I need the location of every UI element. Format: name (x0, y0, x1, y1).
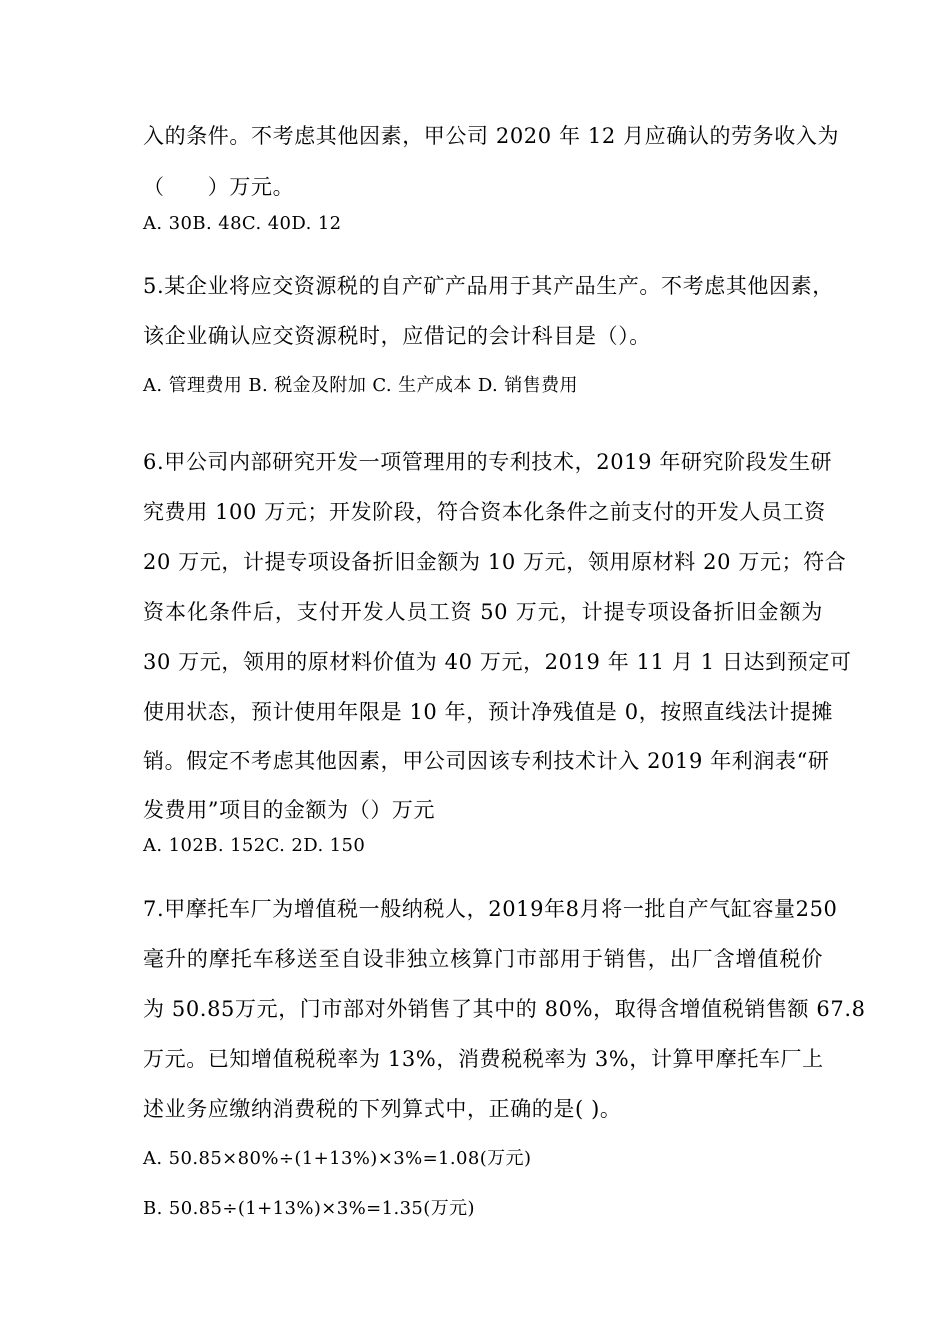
q7-text-line-5: 述业务应缴纳消费税的下列算式中，正确的是( )。 (143, 1097, 622, 1121)
q6-text-line-6: 使用状态，预计使用年限是 10 年，预计净残值是 0，按照直线法计提摊 (143, 700, 834, 724)
q6-text-line-3: 20 万元，计提专项设备折旧金额为 10 万元，领用原材料 20 万元；符合 (143, 550, 847, 574)
q6-text-line-1: 6.甲公司内部研究开发一项管理用的专利技术，2019 年研究阶段发生研 (143, 450, 833, 474)
q6-options: A. 102B. 152C. 2D. 150 (143, 835, 366, 856)
q6-text-line-7: 销。假定不考虑其他因素，甲公司因该专利技术计入 2019 年利润表“研 (143, 749, 830, 773)
q7-option-b: B. 50.85÷(1+13%)×3%=1.35(万元) (143, 1198, 475, 1219)
q7-text-line-3: 为 50.85万元，门市部对外销售了其中的 80%，取得含增值税销售额 67.8 (143, 997, 866, 1021)
q5-text-line-2: 该企业确认应交资源税时，应借记的会计科目是（）。 (143, 324, 651, 348)
q5-text-line-1: 5.某企业将应交资源税的自产矿产品用于其产品生产。不考虑其他因素， (143, 274, 834, 298)
q7-text-line-4: 万元。已知增值税税率为 13%，消费税税率为 3%，计算甲摩托车厂上 (143, 1047, 824, 1071)
q7-text-line-1: 7.甲摩托车厂为增值税一般纳税人，2019年8月将一批自产气缸容量250 (143, 897, 838, 921)
q7-text-line-2: 毫升的摩托车移送至自设非独立核算门市部用于销售，出厂含增值税价 (143, 947, 823, 971)
q7-option-a: A. 50.85×80%÷(1+13%)×3%=1.08(万元) (143, 1148, 532, 1169)
q6-text-line-2: 究费用 100 万元；开发阶段，符合资本化条件之前支付的开发人员工资 (143, 500, 826, 524)
q4-text-line-2: （ ）万元。 (143, 175, 295, 199)
q5-options: A. 管理费用 B. 税金及附加 C. 生产成本 D. 销售费用 (143, 375, 578, 396)
q6-text-line-5: 30 万元，领用的原材料价值为 40 万元，2019 年 11 月 1 日达到预定可 (143, 650, 852, 674)
q4-options: A. 30B. 48C. 40D. 12 (143, 213, 342, 234)
q6-text-line-4: 资本化条件后，支付开发人员工资 50 万元，计提专项设备折旧金额为 (143, 600, 823, 624)
q4-text-line-1: 入的条件。不考虑其他因素，甲公司 2020 年 12 月应确认的劳务收入为 (143, 124, 840, 148)
q6-text-line-8: 发费用”项目的金额为（）万元 (143, 798, 436, 822)
